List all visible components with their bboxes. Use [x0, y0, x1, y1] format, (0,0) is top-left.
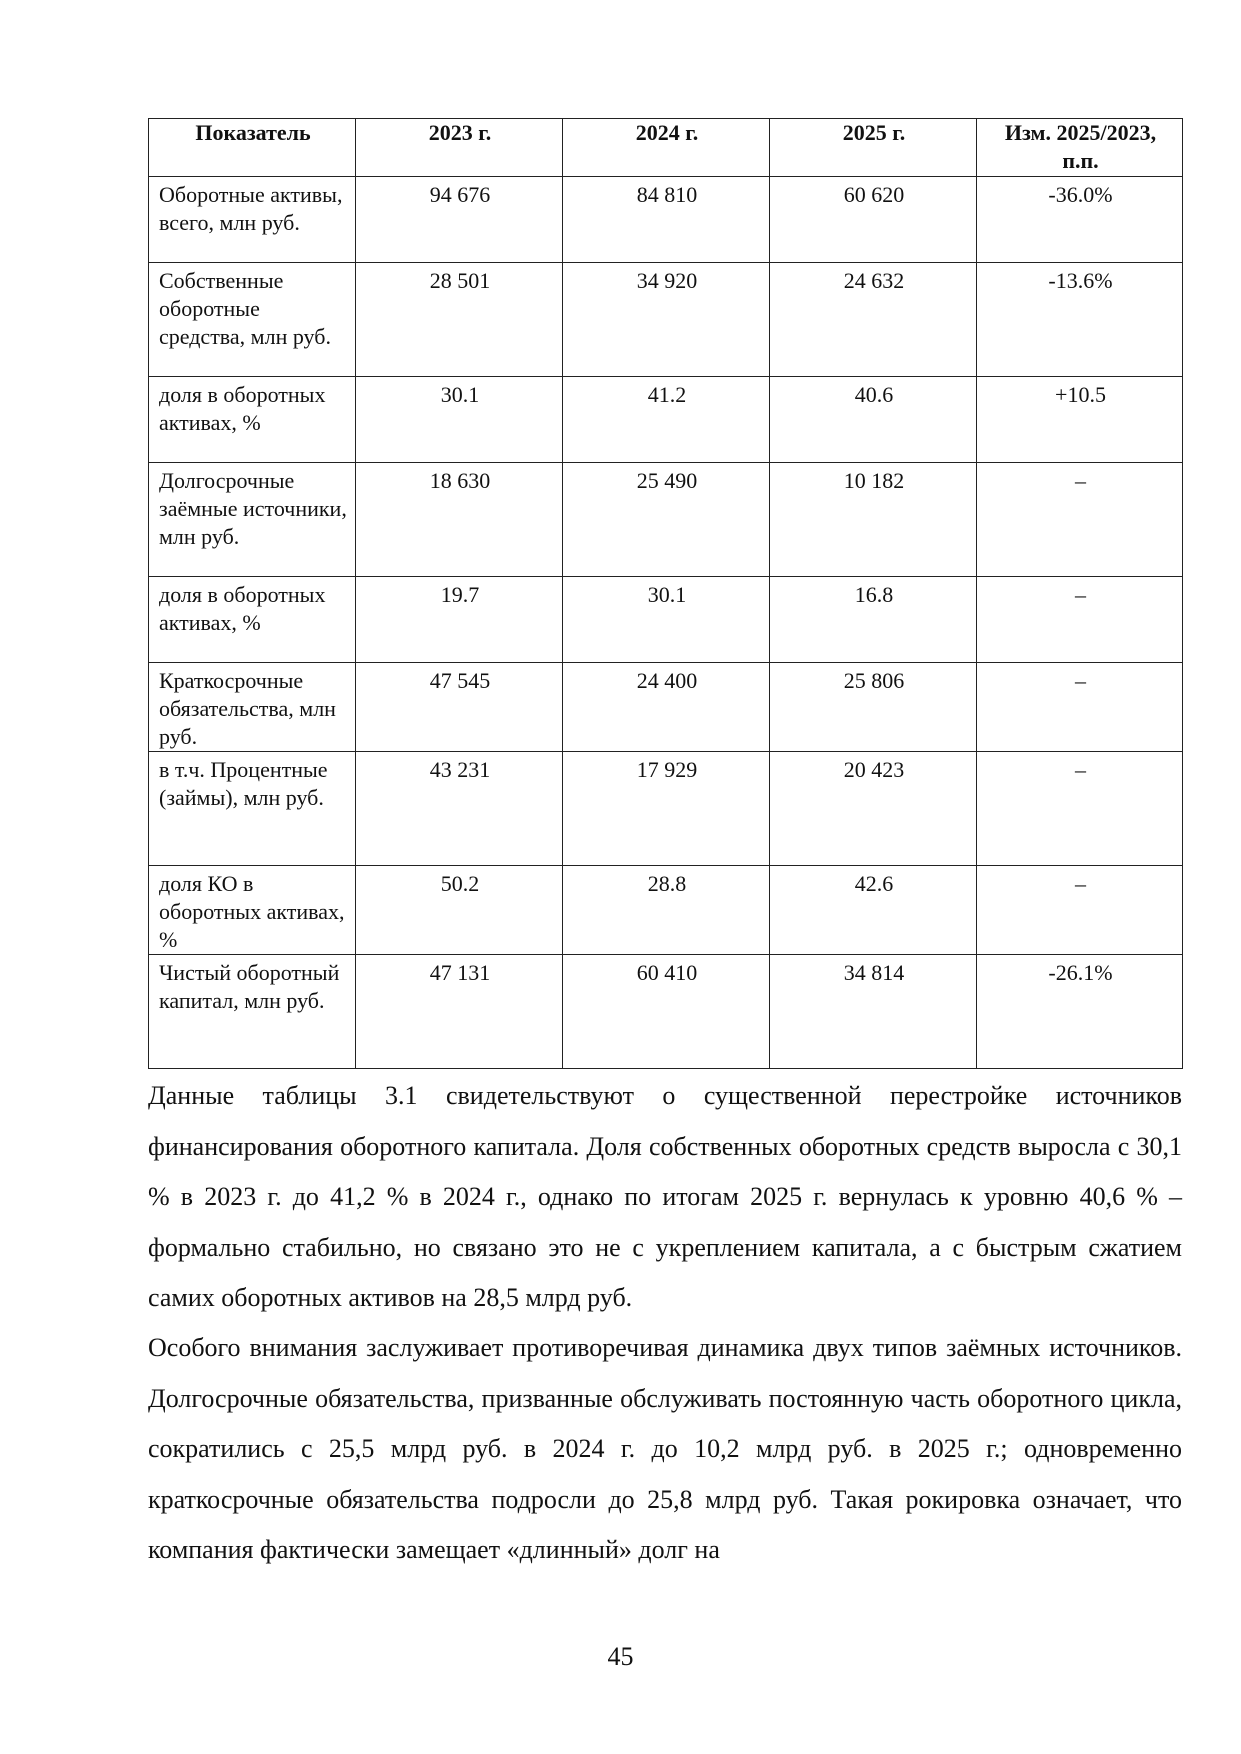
cell-2025: 34 814 — [770, 955, 977, 1069]
cell-2024: 24 400 — [563, 663, 770, 752]
row-label: Долгосрочные заёмные источники, млн руб. — [149, 463, 356, 577]
cell-2024: 25 490 — [563, 463, 770, 577]
cell-change: – — [977, 463, 1183, 577]
header-2024: 2024 г. — [563, 119, 770, 177]
table-body — [149, 177, 1183, 1069]
cell-2024: 84 810 — [563, 177, 770, 263]
cell-2025: 16.8 — [770, 577, 977, 663]
cell-2023: 94 676 — [356, 177, 563, 263]
cell-change: – — [977, 752, 1183, 866]
header-2023: 2023 г. — [356, 119, 563, 177]
cell-2023: 19.7 — [356, 577, 563, 663]
cell-2025: 24 632 — [770, 263, 977, 377]
row-label: доля в оборотных активах, % — [149, 577, 356, 663]
table-row — [149, 663, 1183, 752]
table-row — [149, 177, 1183, 263]
row-label: доля в оборотных активах, % — [149, 377, 356, 463]
cell-2023: 30.1 — [356, 377, 563, 463]
row-label: Чистый оборотный капитал, млн руб. — [149, 955, 356, 1069]
table-row — [149, 577, 1183, 663]
cell-2023: 47 131 — [356, 955, 563, 1069]
table-header-row — [149, 119, 1183, 177]
cell-2024: 41.2 — [563, 377, 770, 463]
cell-2024: 28.8 — [563, 866, 770, 955]
cell-2025: 42.6 — [770, 866, 977, 955]
cell-change: – — [977, 577, 1183, 663]
cell-2025: 60 620 — [770, 177, 977, 263]
cell-change: -36.0% — [977, 177, 1183, 263]
row-label: Краткосрочные обязательства, млн руб. — [149, 663, 356, 752]
table-row — [149, 377, 1183, 463]
cell-2025: 40.6 — [770, 377, 977, 463]
cell-2025: 25 806 — [770, 663, 977, 752]
working-capital-table — [148, 118, 1183, 1069]
row-label: Собственные оборотные средства, млн руб. — [149, 263, 356, 377]
header-change: Изм. 2025/2023, п.п. — [977, 119, 1183, 177]
row-label: в т.ч. Процентные (займы), млн руб. — [149, 752, 356, 866]
body-paragraph: Данные таблицы 3.1 свидетельствуют о существенной перестройке источников финансирования оборотного капитала. Доля собственных оборотных средств выросла с 30,1 % в 2023 г. до 41,2 % в 2024 г., однако по итогам 2025 г. вернулась к уровню 40,6 % – формально стабильно, но связано это не с укреплением капитала, а с быстрым сжатием самих оборотных активов на 28,5 млрд руб. — [148, 1081, 1182, 1312]
cell-change: – — [977, 866, 1183, 955]
cell-change: +10.5 — [977, 377, 1183, 463]
cell-2023: 47 545 — [356, 663, 563, 752]
cell-2024: 34 920 — [563, 263, 770, 377]
cell-2023: 50.2 — [356, 866, 563, 955]
cell-2025: 20 423 — [770, 752, 977, 866]
table-row — [149, 866, 1183, 955]
table-header — [149, 119, 1183, 177]
cell-2024: 60 410 — [563, 955, 770, 1069]
cell-change: -26.1% — [977, 955, 1183, 1069]
table-row — [149, 463, 1183, 577]
cell-2023: 28 501 — [356, 263, 563, 377]
table-row — [149, 263, 1183, 377]
row-label: доля КО в оборотных активах, % — [149, 866, 356, 955]
table-row — [149, 752, 1183, 866]
cell-2023: 43 231 — [356, 752, 563, 866]
cell-2024: 17 929 — [563, 752, 770, 866]
body-paragraph: Особого внимания заслуживает противоречивая динамика двух типов заёмных источников. Долгосрочные обязательства, призванные обслуживать постоянную часть оборотного цикла, сократились с 25,5 млрд руб. в 2024 г. до 10,2 млрд руб. в 2025 г.; одновременно краткосрочные обязательства подросли до 25,8 млрд руб. Такая рокировка означает, что компания фактически замещает «длинный» долг на — [148, 1333, 1182, 1564]
cell-change: -13.6% — [977, 263, 1183, 377]
cell-2025: 10 182 — [770, 463, 977, 577]
cell-2024: 30.1 — [563, 577, 770, 663]
table-row — [149, 955, 1183, 1069]
row-label: Оборотные активы, всего, млн руб. — [149, 177, 356, 263]
header-2025: 2025 г. — [770, 119, 977, 177]
cell-change: – — [977, 663, 1183, 752]
page-number: 45 — [607, 1642, 634, 1671]
header-indicator: Показатель — [149, 119, 356, 177]
cell-2023: 18 630 — [356, 463, 563, 577]
